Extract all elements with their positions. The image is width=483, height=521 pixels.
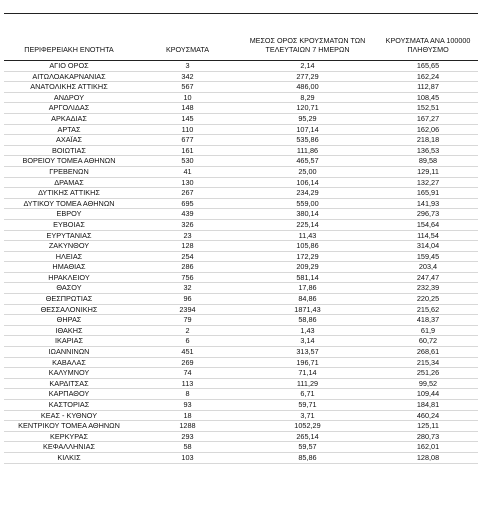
cases-cell: 6 [185, 336, 190, 346]
per100k-cell: 154,64 [416, 219, 440, 229]
table-row [0, 421, 483, 432]
header-avg7: ΜΕΣΟΣ ΟΡΟΣ ΚΡΟΥΣΜΑΤΩΝ ΤΩΝ ΤΕΛΕΥΤΑΙΩΝ 7 ΗΜΕΡΩΝ [249, 36, 366, 54]
avg7-cell: 172,29 [296, 251, 319, 261]
per100k-cell: 99,52 [418, 378, 438, 388]
avg7-cell: 380,14 [296, 209, 319, 219]
avg7-cell: 11,43 [298, 230, 317, 240]
avg7-cell: 465,57 [296, 156, 319, 166]
per100k-cell: 89,58 [418, 156, 438, 166]
cases-cell: 41 [183, 166, 192, 176]
avg7-cell: 71,14 [298, 368, 317, 378]
cases-cell: 286 [181, 262, 194, 272]
cases-cell: 18 [183, 410, 192, 420]
avg7-cell: 1052,29 [294, 421, 321, 431]
per100k-cell: 141,93 [416, 198, 440, 208]
region-cell: ΑΝΑΤΟΛΙΚΗΣ ΑΤΤΙΚΗΣ [30, 82, 108, 92]
cases-cell: 96 [183, 294, 192, 304]
avg7-cell: 581,14 [296, 272, 319, 282]
cases-cell: 161 [181, 145, 194, 155]
table-row [0, 389, 483, 400]
region-cell: ΕΥΡΥΤΑΝΙΑΣ [46, 230, 92, 240]
avg7-cell: 313,57 [296, 347, 319, 357]
table-row [0, 72, 483, 83]
table-row [0, 326, 483, 337]
avg7-cell: 84,86 [298, 294, 317, 304]
cases-cell: 103 [181, 452, 194, 462]
avg7-cell: 120,71 [296, 103, 319, 113]
avg7-cell: 1871,43 [294, 304, 321, 314]
table-row [0, 231, 483, 242]
per100k-cell: 296,73 [416, 209, 440, 219]
per100k-cell: 167,27 [416, 113, 440, 123]
table-row [0, 82, 483, 93]
per100k-cell: 220,25 [416, 294, 440, 304]
avg7-cell: 234,29 [296, 188, 319, 198]
region-cell: ΑΙΤΩΛΟΑΚΑΡΝΑΝΙΑΣ [32, 71, 106, 81]
cases-cell: 145 [181, 113, 194, 123]
cases-cell: 93 [183, 400, 192, 409]
region-cell: ΙΘΑΚΗΣ [55, 325, 83, 335]
per100k-cell: 61,9 [420, 325, 436, 335]
per100k-cell: 114,54 [417, 230, 439, 240]
table-row [0, 283, 483, 294]
per100k-cell: 218,18 [416, 135, 440, 145]
region-cell: ΚΕΡΚΥΡΑΣ [49, 431, 89, 441]
avg7-cell: 6,71 [300, 389, 315, 399]
region-cell: ΚΑΡΠΑΘΟΥ [48, 389, 90, 399]
table-row [0, 241, 483, 252]
region-cell: ΚΑΣΤΟΡΙΑΣ [48, 400, 90, 409]
per100k-cell: 165,91 [416, 188, 440, 198]
avg7-cell: 106,14 [296, 177, 319, 187]
avg7-cell: 17,86 [298, 283, 317, 293]
region-cell: ΕΥΒΟΙΑΣ [53, 219, 85, 229]
avg7-cell: 3,71 [300, 410, 315, 420]
cases-cell: 74 [183, 368, 192, 378]
cases-cell: 451 [181, 347, 194, 357]
cases-cell: 267 [181, 188, 194, 198]
table-row [0, 61, 483, 72]
avg7-cell: 59,57 [298, 442, 317, 452]
table-row [0, 379, 483, 390]
per100k-cell: 128,08 [416, 452, 440, 462]
cases-cell: 530 [181, 156, 194, 166]
avg7-cell: 95,29 [298, 113, 317, 123]
avg7-cell: 107,14 [296, 124, 319, 134]
cases-cell: 269 [181, 357, 194, 367]
avg7-cell: 277,29 [296, 71, 319, 81]
region-cell: ΔΥΤΙΚΟΥ ΤΟΜΕΑ ΑΘΗΝΩΝ [23, 198, 115, 208]
per100k-cell: 112,87 [417, 82, 439, 92]
table-row [0, 188, 483, 199]
avg7-cell: 111,29 [296, 378, 319, 388]
avg7-cell: 111,86 [296, 145, 319, 155]
avg7-cell: 3,14 [300, 336, 315, 346]
table-row [0, 146, 483, 157]
table-row [0, 411, 483, 422]
table-row [0, 209, 483, 220]
per100k-cell: 418,37 [416, 315, 440, 325]
region-cell: ΘΕΣΠΡΩΤΙΑΣ [45, 294, 93, 304]
avg7-cell: 85,86 [298, 452, 317, 462]
region-cell: ΚΕΑΣ - ΚΥΘΝΟΥ [40, 410, 98, 420]
table-row [0, 156, 483, 167]
table-row [0, 178, 483, 189]
row-divider [4, 463, 478, 464]
avg7-cell: 58,86 [298, 315, 317, 325]
cases-cell: 130 [181, 177, 194, 187]
header-per100k: ΚΡΟΥΣΜΑΤΑ ΑΝΑ 100000 ΠΛΗΘΥΣΜΟ [385, 36, 471, 54]
table-row [0, 358, 483, 369]
cases-cell: 677 [181, 135, 194, 145]
region-cell: ΚΕΝΤΡΙΚΟΥ ΤΟΜΕΑ ΑΘΗΝΩΝ [18, 421, 120, 431]
table-row [0, 135, 483, 146]
avg7-cell: 559,00 [296, 198, 319, 208]
avg7-cell: 8,29 [300, 92, 315, 102]
region-cell: ΒΟΙΩΤΙΑΣ [52, 145, 86, 155]
per100k-cell: 159,45 [416, 251, 440, 261]
region-cell: ΚΙΛΚΙΣ [57, 452, 81, 462]
per100k-cell: 268,61 [416, 347, 440, 357]
cases-cell: 2394 [179, 304, 196, 314]
per100k-cell: 280,73 [416, 431, 440, 441]
cases-cell: 756 [181, 272, 194, 282]
table-row [0, 125, 483, 136]
region-cell: ΚΑΡΔΙΤΣΑΣ [49, 378, 89, 388]
region-cell: ΓΡΕΒΕΝΩΝ [49, 166, 89, 176]
cases-cell: 439 [181, 209, 194, 219]
region-cell: ΔΡΑΜΑΣ [54, 177, 84, 187]
cases-cell: 32 [183, 283, 192, 293]
cases-cell: 567 [181, 82, 194, 92]
cases-cell: 148 [181, 103, 194, 113]
region-cell: ΑΓΙΟ ΟΡΟΣ [49, 61, 89, 70]
per100k-cell: 460,24 [416, 410, 440, 420]
table-row [0, 336, 483, 347]
cases-cell: 8 [185, 389, 190, 399]
region-cell: ΚΕΦΑΛΛΗΝΙΑΣ [43, 442, 95, 452]
per100k-cell: 108,45 [416, 92, 440, 102]
table-row [0, 103, 483, 114]
cases-cell: 110 [181, 124, 194, 134]
table-row [0, 315, 483, 326]
avg7-cell: 196,71 [296, 357, 319, 367]
region-cell: ΖΑΚΥΝΘΟΥ [48, 241, 90, 251]
per100k-cell: 184,81 [416, 400, 440, 409]
table-row [0, 347, 483, 358]
per100k-cell: 125,11 [417, 421, 439, 431]
region-cell: ΑΝΔΡΟΥ [53, 92, 85, 102]
region-cell: ΑΡΓΟΛΙΔΑΣ [48, 103, 90, 113]
per100k-cell: 109,44 [416, 389, 440, 399]
per100k-cell: 132,27 [416, 177, 440, 187]
table-row [0, 400, 483, 411]
avg7-cell: 225,14 [296, 219, 319, 229]
header-region: ΠΕΡΙΦΕΡΕΙΑΚΗ ΕΝΟΤΗΤΑ [24, 45, 114, 54]
per100k-cell: 162,01 [416, 442, 440, 452]
region-cell: ΙΚΑΡΙΑΣ [54, 336, 84, 346]
region-cell: ΚΑΒΑΛΑΣ [52, 357, 86, 367]
cases-cell: 113 [181, 378, 194, 388]
region-cell: ΑΡΚΑΔΙΑΣ [51, 113, 87, 123]
table-row [0, 305, 483, 316]
cases-cell: 326 [181, 219, 194, 229]
region-cell: ΑΧΑΪΑΣ [55, 135, 82, 145]
per100k-cell: 152,51 [416, 103, 440, 113]
table-body [0, 61, 483, 464]
region-cell: ΕΒΡΟΥ [56, 209, 82, 219]
table-row [0, 262, 483, 273]
region-cell: ΗΡΑΚΛΕΙΟΥ [48, 272, 90, 282]
per100k-cell: 129,11 [417, 166, 439, 176]
avg7-cell: 2,14 [300, 61, 315, 70]
table-row [0, 93, 483, 104]
header-cases: ΚΡΟΥΣΜΑΤΑ [165, 45, 210, 54]
avg7-cell: 486,00 [296, 82, 319, 92]
avg7-cell: 25,00 [298, 166, 317, 176]
cases-cell: 3 [185, 61, 190, 70]
table-row [0, 199, 483, 210]
per100k-cell: 136,53 [416, 145, 440, 155]
table-row [0, 114, 483, 125]
region-cell: ΗΜΑΘΙΑΣ [52, 262, 86, 272]
region-cell: ΗΛΕΙΑΣ [55, 251, 83, 261]
per100k-cell: 162,24 [416, 71, 440, 81]
per100k-cell: 60,72 [418, 336, 438, 346]
avg7-cell: 59,71 [298, 400, 317, 409]
avg7-cell: 535,86 [296, 135, 319, 145]
per100k-cell: 162,06 [416, 124, 440, 134]
table-row [0, 368, 483, 379]
per100k-cell: 232,39 [416, 283, 440, 293]
region-cell: ΚΑΛΥΜΝΟΥ [48, 368, 90, 378]
per100k-cell: 203,4 [418, 262, 438, 272]
table-row [0, 252, 483, 263]
per100k-cell: 251,26 [416, 368, 440, 378]
cases-cell: 293 [181, 431, 194, 441]
table-row [0, 220, 483, 231]
cases-cell: 1288 [179, 421, 196, 431]
per100k-cell: 314,04 [416, 241, 440, 251]
avg7-cell: 1,43 [300, 325, 315, 335]
cases-cell: 254 [181, 251, 194, 261]
cases-cell: 2 [185, 325, 190, 335]
avg7-cell: 105,86 [296, 241, 319, 251]
table-row [0, 442, 483, 453]
region-cell: ΘΗΡΑΣ [56, 315, 82, 325]
region-cell: ΑΡΤΑΣ [57, 124, 81, 134]
table-row [0, 453, 483, 464]
cases-cell: 10 [183, 92, 192, 102]
region-cell: ΘΕΣΣΑΛΟΝΙΚΗΣ [40, 304, 98, 314]
avg7-cell: 265,14 [296, 431, 319, 441]
avg7-cell: 209,29 [296, 262, 319, 272]
cases-cell: 79 [183, 315, 192, 325]
region-cell: ΒΟΡΕΙΟΥ ΤΟΜΕΑ ΑΘΗΝΩΝ [22, 156, 116, 166]
per100k-cell: 165,65 [416, 61, 440, 70]
top-rule [4, 13, 478, 14]
table-row [0, 273, 483, 284]
region-cell: ΔΥΤΙΚΗΣ ΑΤΤΙΚΗΣ [38, 188, 100, 198]
cases-cell: 58 [183, 442, 192, 452]
region-cell: ΙΩΑΝΝΙΝΩΝ [48, 347, 90, 357]
table-row [0, 167, 483, 178]
per100k-cell: 247,47 [416, 272, 440, 282]
per100k-cell: 215,34 [416, 357, 440, 367]
cases-cell: 23 [183, 230, 192, 240]
cases-cell: 128 [181, 241, 194, 251]
table-row [0, 432, 483, 443]
region-cell: ΘΑΣΟΥ [56, 283, 82, 293]
cases-cell: 695 [181, 198, 194, 208]
per100k-cell: 215,62 [416, 304, 440, 314]
cases-cell: 342 [181, 71, 194, 81]
table-row [0, 294, 483, 305]
